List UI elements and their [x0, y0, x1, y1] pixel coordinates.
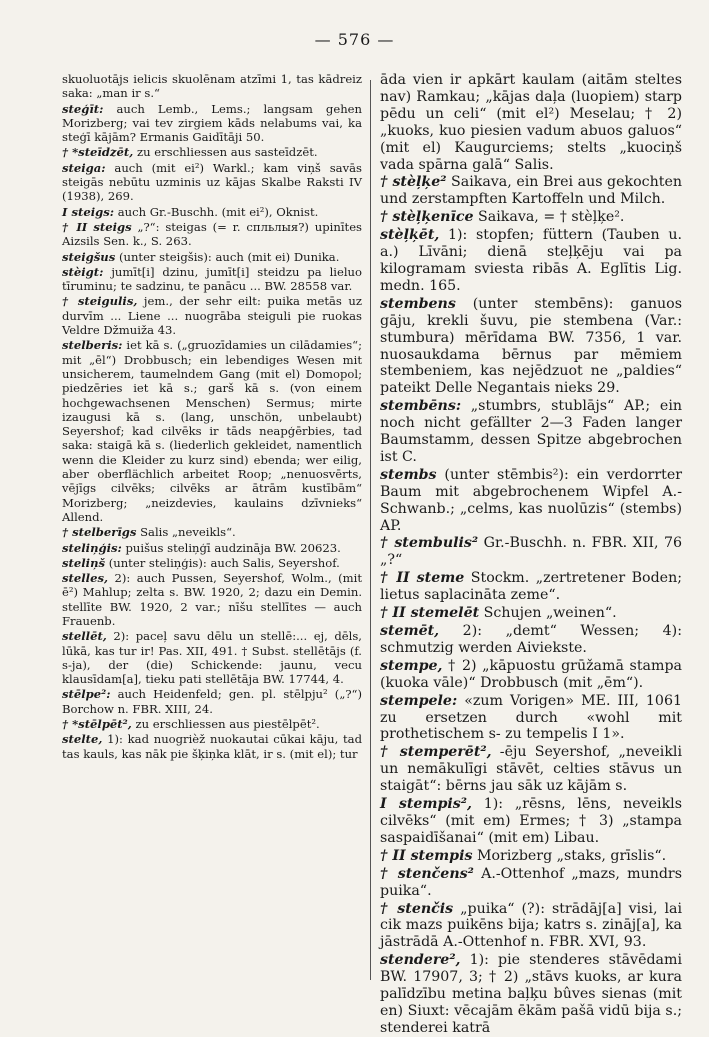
entry-definition: „?“: steigas (= r. спльлыя?) upinītes Aizsils Sen. k., S. 263.	[62, 219, 366, 249]
entry-headword: stempe,	[380, 657, 443, 674]
entry-headword: † steigulis,	[62, 294, 138, 309]
entry-headword: steģīt:	[62, 101, 104, 116]
entry-definition: Salis „neveikls“.	[136, 525, 236, 540]
entry-headword: † stenčens²	[380, 865, 474, 882]
entry-headword: † II stempis	[380, 847, 473, 864]
entry-definition: auch Heidenfeld; gen. pl. stēlpju² („?“) Borchow n. FBR. XIII, 24.	[62, 687, 366, 716]
dictionary-entry	[62, 294, 366, 338]
dictionary-entry	[380, 72, 687, 173]
entry-definition: (unter steliņģis): auch Salis, Seyershof.	[105, 555, 340, 570]
entry-headword: stèļķēt,	[380, 227, 440, 244]
entry-headword: steigšus	[62, 249, 116, 264]
dictionary-entry	[62, 219, 366, 249]
entry-definition: iet kā s. („gruozīdamies un cilādamies“; mit „ēl“) Drobbusch; ein lebendiges Wesen mit unsicherem, taumelndem Gang (mit el) Domopol; piedzēries iet kā s.; garš kā s. (von einem hochgewachsenen Menschen) Sermus; mirte izaugusi kā s. (lang, unschön, unbelaubt) Seyershof; kad cilvēks ir tāds neapģērbies, tad saka: staigā kā s. (liederlich gekleidet, namentlich wenn die Kleider zu kurz sind) ebenda; wer eilig, aber oberflächlich arbeitet Roop; „nenuosvērts, vējīgs cilvēks; cilvēks ar ātrām kustībām“ Morizberg; „neizdevies, kaulains dzīvnieks“ Allend.	[62, 338, 366, 524]
entry-definition: A.-Ottenhof „mazs, mundrs puika“.	[380, 865, 687, 899]
entry-definition: 1): kad nuogrièž nuokautai cūkai kāju, tad tas kauls, kas nāk pie šķiņka klāt, ir s. (mit el); tur	[62, 732, 366, 761]
entry-definition: Saikava, ein Brei aus gekochten und zerstampften Kartoffeln und Milch.	[380, 174, 687, 208]
entry-headword: steliņš	[62, 555, 106, 570]
entry-headword: I stempis²,	[380, 796, 472, 813]
dictionary-entry	[380, 692, 687, 744]
entry-headword: † stelberīgs	[62, 525, 137, 540]
entry-definition: auch Gr.-Buschh. (mit ei²), Oknist.	[114, 204, 319, 219]
entry-headword: stellēt,	[62, 629, 107, 644]
dictionary-entry	[380, 952, 687, 1037]
dictionary-entry	[62, 687, 366, 716]
entry-headword: † *steīdzēt,	[62, 145, 134, 160]
dictionary-entry	[380, 744, 687, 795]
dictionary-entry	[380, 796, 687, 847]
entry-definition: jem., der sehr eilt: puika metās uz durvīm ... Liene ... nuogrāba steiguli pie ruokas Veldre Džmuiža 43.	[62, 294, 366, 338]
dictionary-entry	[62, 250, 362, 264]
dictionary-entry	[62, 571, 366, 628]
dictionary-entry	[380, 865, 687, 900]
entry-definition: -ēju Seyershof, „neveikli un nemākulīgi stāvēt, celties stāvus un staigāt“: bērns jau sāk uz kājām s.	[380, 744, 687, 795]
dictionary-entry	[380, 295, 687, 397]
entry-definition: 2): auch Pussen, Seyershof, Wolm., (mit ē²) Mahlup; zelta s. BW. 1920, 2; dazu ein Demin. stellīte BW. 1920, 2 var.; nīšu stellītes — auch Frauenb.	[62, 571, 366, 628]
left-column	[62, 72, 366, 984]
dictionary-entry	[62, 264, 366, 294]
dictionary-entry	[62, 72, 366, 101]
column-divider	[370, 80, 371, 980]
dictionary-entry	[380, 657, 687, 692]
entry-headword: stemēt,	[380, 623, 440, 639]
entry-definition: «zum Vorigen» ME. III, 1061 zu ersetzen durch «wohl mit prothetischem s- zu tempelis I 1».	[380, 692, 687, 743]
entry-headword: † *stēlpēt²,	[62, 717, 132, 732]
entry-definition: puišus steliņģī audzināja BW. 20623.	[121, 540, 341, 555]
dictionary-entry	[380, 623, 687, 657]
entry-headword: † II stemelēt	[380, 605, 480, 622]
entry-headword: stèigt:	[62, 264, 104, 279]
entry-definition: (unter stembēns): ganuos gāju, krekli šuvu, pie stembena (Var.: stumbura) mērīdama BW. 7356, 1 var. nuosaukdama bērnus par mēmiem stembeniem, kas nejēdzuot ne „paldies“ pateikt Delle Negantais nieks 29.	[380, 295, 687, 397]
dictionary-entry	[62, 338, 366, 524]
dictionary-entry	[62, 525, 362, 539]
dictionary-entry	[380, 848, 682, 865]
entry-headword: stelte,	[62, 732, 103, 747]
entry-definition: 2): „demt“ Wessen; 4): schmutzig werden Aiviekste.	[380, 623, 687, 656]
dictionary-entry	[380, 398, 687, 466]
entry-headword: stembs	[380, 466, 437, 483]
dictionary-entry	[62, 541, 362, 555]
dictionary-entry	[380, 570, 687, 604]
dictionary-entry	[62, 160, 366, 204]
dictionary-entry	[380, 605, 682, 622]
entry-definition: zu erschliessen aus sasteīdzēt.	[133, 145, 318, 160]
entry-headword: † II steigs	[62, 219, 132, 234]
entry-definition: 1): pie stenderes stāvēdami BW. 17907, 3; † 2) „stāvs kuoks, ar kura palīdzību metina baļķu bûves sienas (mit en) Siuxt: vēcajām ēkām pašā vidū bija s.; stenderei katrā	[380, 952, 687, 1036]
dictionary-entry	[380, 174, 687, 208]
entry-headword: † stèļķe²	[380, 174, 447, 191]
dictionary-entry	[380, 466, 687, 535]
entry-definition: auch Lemb., Lems.; langsam gehen Morizberg; vai tev zirgiem kāds nelabums vai, ka steģī kājām? Ermanis Gaidītāji 50.	[62, 101, 366, 145]
dictionary-entry	[380, 535, 687, 569]
entry-definition: Morizberg „staks, grīslis“.	[472, 847, 667, 864]
entry-definition: „stumbrs, stublājs“ AP.; ein noch nicht gefällter 2—3 Faden langer Baumstamm, dessen Spitze abgebrochen ist C.	[380, 398, 687, 465]
entry-definition: Gr.-Buschh. n. FBR. XII, 76 „?“	[380, 535, 687, 569]
entry-headword: steliņģis:	[62, 540, 122, 555]
entry-definition: zu erschliessen aus piestēlpēt².	[131, 717, 320, 732]
entry-headword: stembēns:	[380, 398, 462, 415]
entry-definition: Saikava, = † stèļķe².	[473, 209, 625, 226]
entry-headword: stelles,	[62, 571, 109, 586]
entry-definition: „puika“ (?): strādāj[a] visi, lai cik mazs puikēns bija; katrs s. zināj[a], ka jāstrādā A.-Ottenhof n. FBR. XVI, 93.	[380, 900, 687, 951]
entry-definition: 1): „rēsns, lēns, neveikls cilvēks“ (mit em) Ermes; † 3) „stampa saspaidīšanai“ (mit em) Libau.	[380, 796, 687, 846]
dictionary-entry	[62, 556, 362, 570]
entry-definition: auch (mit ei²) Warkl.; kam viņš savās steigās nebūtu uzminis uz kājas Skalbe Raksti IV (1938), 269.	[62, 160, 366, 204]
dictionary-entry	[380, 900, 687, 952]
entry-definition: jumīt[i] dzinu, jumīt[i] steidzu pa lieluo tīruminu; te sadzinu, te panācu ... BW. 28558 var.	[62, 264, 366, 294]
entry-definition: 2): paceļ savu dēlu un stellē:... ej, dēls, lūkā, kas tur ir! Pas. XII, 491. † Subst. stellētājs (f. s-ja), der (die) Schickende: jaunu, vecu klausīdam[a], tieku pati stellētāja BW. 17744, 4.	[62, 629, 366, 687]
dictionary-entry	[62, 629, 366, 687]
entry-headword: stembens	[380, 295, 456, 312]
dictionary-entry	[380, 227, 687, 295]
entry-headword: I steigs:	[62, 204, 115, 219]
dictionary-entry	[380, 209, 682, 226]
dictionary-entry	[62, 101, 366, 145]
entry-headword: stēlpe²:	[62, 687, 111, 702]
entry-headword: stendere²,	[380, 952, 461, 969]
entry-definition: † 2) „kāpuostu grūžamā stampa (kuoka vāle)“ Drobbusch (mit „ēm“).	[380, 657, 687, 691]
dictionary-entry	[62, 732, 366, 761]
dictionary-entry	[62, 145, 362, 159]
entry-definition: 1): stopfen; füttern (Tauben u. a.) Līvāni; dienā steļķēju vai pa kilogramam sviesta ribās A. Eglītis Lig. medn. 165.	[380, 227, 687, 294]
entry-headword: stelberis:	[62, 338, 123, 353]
entry-definition: (unter stēmbis²): ein verdorrter Baum mit abgebrochenem Wipfel A.-Schwanb.; „celms, kas nuolūzis“ (stembs) AP.	[380, 466, 687, 534]
entry-headword: stempele:	[380, 692, 458, 709]
entry-headword: † stenčis	[380, 900, 454, 917]
entry-definition: Schujen „weinen“.	[479, 605, 617, 622]
page-number: — 576 —	[314, 30, 395, 49]
entry-definition: (unter steigšis): auch (mit ei) Dunika.	[115, 249, 340, 264]
entry-headword: † stembulis²	[380, 535, 479, 552]
entry-definition: āda vien ir apkārt kaulam (aitām steltes nav) Ramkau; „kājas daļa (luopiem) starp pēdu un celi“ (mit el²) Meselau; † 2) „kuoks, kuo piesien vadum abuos galuos“ (mit el) Kaugurciems; stelts „kuociņš vada spārna galā“ Salis.	[380, 72, 687, 173]
entry-definition: skuoluotājs ielicis skuolēnam atzīmi 1, tas kādreiz saka: „man ir s.“	[62, 72, 366, 101]
entry-headword: † stèļķenīce	[380, 209, 474, 226]
right-column	[380, 72, 687, 1036]
entry-headword: † stemperēt²,	[380, 744, 492, 761]
entry-headword: steiga:	[62, 160, 106, 175]
dictionary-entry	[62, 717, 362, 731]
entry-headword: † II steme	[380, 570, 465, 587]
dictionary-entry	[62, 205, 362, 219]
entry-definition: Stockm. „zertretener Boden; lietus saplacināta zeme“.	[380, 570, 687, 604]
